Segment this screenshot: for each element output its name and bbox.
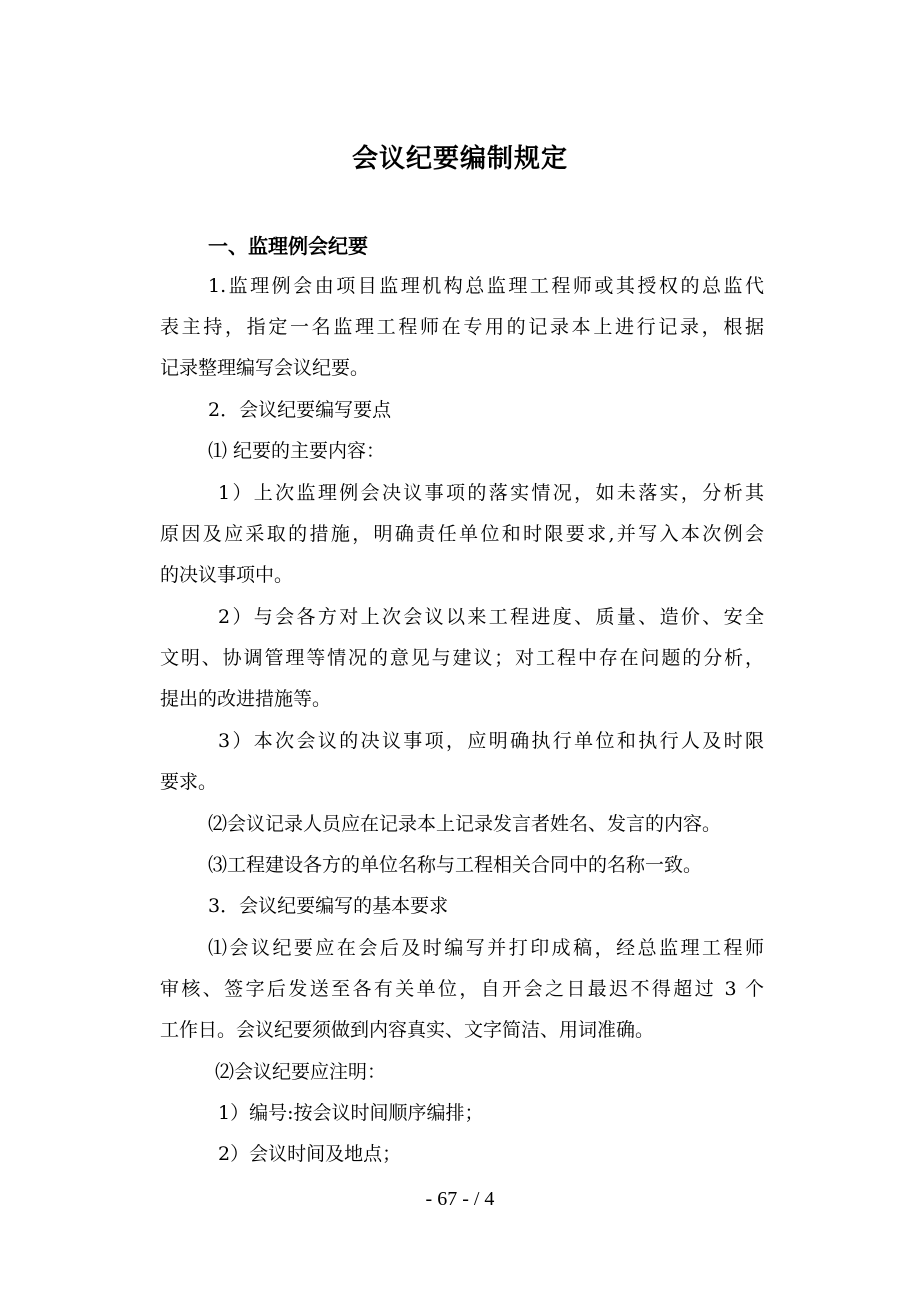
list-item-line: 2）会议时间及地点； — [218, 1143, 402, 1165]
subheading-line: 3．会议纪要编写的基本要求 — [208, 895, 449, 917]
list-item-line: 2）与会各方对上次会议以来工程进度、质量、造价、安全 — [218, 606, 764, 628]
section-heading: 一、监理例会纪要 — [208, 234, 368, 258]
list-item-line: ⑴会议纪要应在会后及时编写并打印成稿，经总监理工程师 — [208, 937, 764, 959]
list-item-line: ⑴ 纪要的主要内容： — [208, 440, 386, 462]
paragraph-line: 的决议事项中。 — [160, 564, 294, 586]
paragraph-line: 审核、签字后发送至各有关单位，自开会之日最迟不得超过 3 个 — [160, 978, 764, 1000]
list-item-line: 1）上次监理例会决议事项的落实情况，如未落实，分析其 — [218, 482, 764, 504]
subheading-line: 2．会议纪要编写要点 — [208, 399, 392, 421]
paragraph-line: 工作日。会议纪要须做到内容真实、文字简洁、用词准确。 — [160, 1019, 655, 1041]
paragraph-line: 记录整理编写会议纪要。 — [160, 357, 370, 379]
list-item-line: ⑵会议纪要应注明： — [215, 1061, 387, 1083]
paragraph-line: 文明、协调管理等情况的意见与建议；对工程中存在问题的分析， — [160, 647, 764, 669]
page-title: 会议纪要编制规定 — [351, 144, 568, 174]
list-item-line: ⑵会议记录人员应在记录本上记录发言者姓名、发言的内容。 — [208, 813, 722, 835]
paragraph-line: 要求。 — [160, 771, 218, 793]
page-number: - 67 - / 4 — [425, 1188, 495, 1210]
paragraph-line: 表主持，指定一名监理工程师在专用的记录本上进行记录，根据 — [160, 316, 764, 338]
list-item-line: 1）编号:按会议时间顺序编排； — [218, 1102, 484, 1124]
list-item-line: 3）本次会议的决议事项，应明确执行单位和执行人及时限 — [218, 730, 764, 752]
paragraph-line: 提出的改进措施等。 — [160, 688, 332, 710]
list-item-line: ⑶工程建设各方的单位名称与工程相关合同中的名称一致。 — [208, 854, 703, 876]
paragraph-line: 1.监理例会由项目监理机构总监理工程师或其授权的总监代 — [208, 275, 764, 297]
paragraph-line: 原因及应采取的措施，明确责任单位和时限要求,并写入本次例会 — [160, 523, 764, 545]
